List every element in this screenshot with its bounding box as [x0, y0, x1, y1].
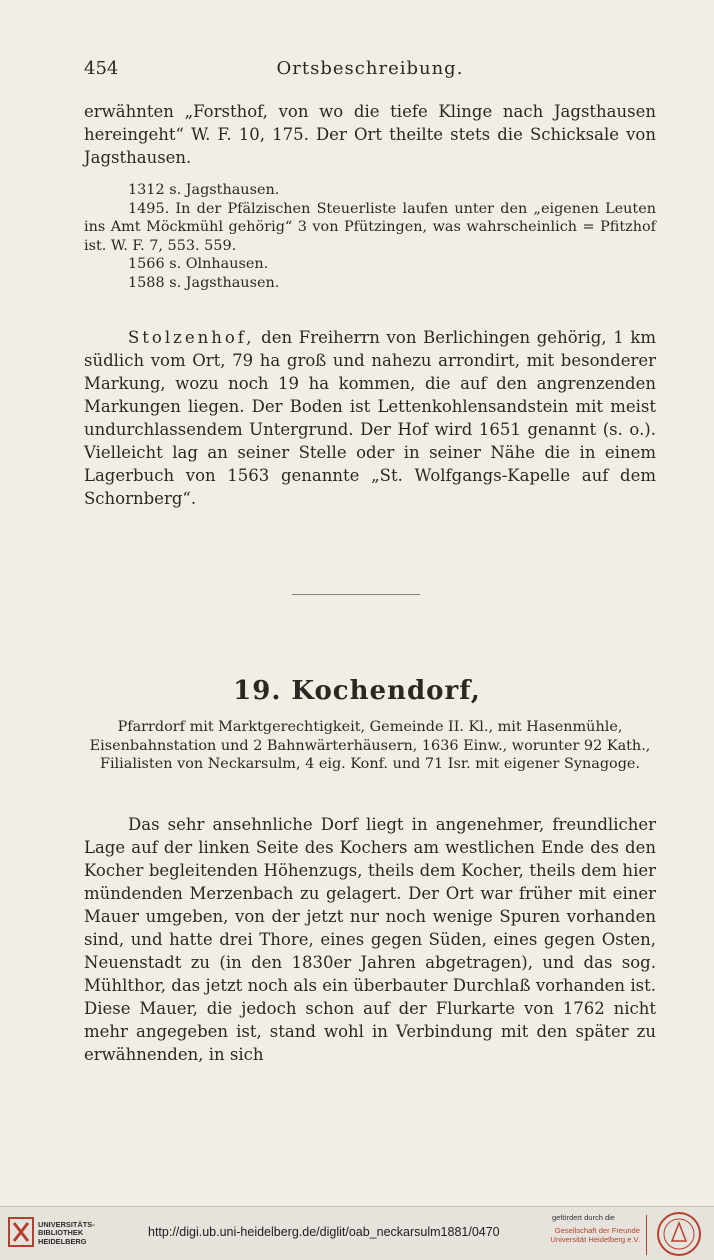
page-number: 454 — [84, 58, 119, 79]
footer-divider — [646, 1215, 647, 1255]
stolzenhof-name: Stolzenhof, — [128, 328, 255, 347]
chapter-summary: Pfarrdorf mit Marktgerechtigkeit, Gemeinde II. Kl., mit Hasenmühle, Eisenbahnstation und 2 Bahnwärterhäusern, 1636 Einw., worunter 92 Kath., Filialisten von Neckarsulm, 4 eig. Konf. und 71 Isr. mit eigener Synagoge. — [89, 719, 651, 773]
stolzenhof-paragraph — [84, 326, 656, 510]
chapter-description-block — [84, 813, 656, 1066]
university-seal-icon — [656, 1211, 702, 1257]
university-library-logo-icon — [8, 1217, 34, 1247]
sponsor-name: Gesellschaft der Freunde Universität Heidelberg e.V. — [550, 1226, 640, 1244]
history-item: 1495. In der Pfälzischen Steuerliste laufen unter den „eigenen Leuten ins Amt Möckmühl gehörig“ 3 von Pfützingen, was wahrscheinlich = Pfitzhof ist. W. F. 7, 553. 559. — [84, 200, 656, 254]
running-title: Ortsbeschreibung. — [276, 58, 464, 79]
history-list — [84, 181, 656, 293]
intro-paragraph-block — [84, 100, 656, 169]
stolzenhof-text: den Freiherrn von Berlichingen gehörig, 1 km südlich vom Ort, 79 ha groß und nahezu arrondirt, mit besonderer Markung, wozu noch 19 ha kommen, die auf den angrenzenden Markungen liegen. Der Boden ist Lettenkohlensandstein mit meist undurchlassendem Untergrund. Der Hof wird 1651 genannt (s. o.). Vielleicht lag an seiner Stelle oder in seiner Nähe die in einem Lagerbuch von 1563 genannte „St. Wolfgangs-Kapelle auf dem Schornberg“. — [84, 328, 656, 508]
section-divider — [292, 594, 420, 595]
history-item: 1566 s. Olnhausen. — [128, 256, 269, 273]
history-item: 1312 s. Jagsthausen. — [128, 182, 280, 198]
chapter-title: 19. Kochendorf, — [233, 676, 481, 706]
running-header — [84, 58, 656, 84]
intro-paragraph: erwähnten „Forsthof, von wo die tiefe Klinge nach Jagsthausen hereingeht“ W. F. 10, 175. Der Ort theilte stets die Schicksale von Jagsthausen. — [84, 102, 656, 167]
footer-bar — [0, 1206, 714, 1260]
permalink-url[interactable]: http://digi.ub.uni-heidelberg.de/diglit/oab_neckarsulm1881/0470 — [148, 1225, 500, 1239]
sponsor-label: gefördert durch die — [552, 1213, 615, 1222]
chapter-description: Das sehr ansehnliche Dorf liegt in angenehmer, freundlicher Lage auf der linken Seite des Kochers am westlichen Ende des den Kocher begleitenden Höhenzugs, theils dem Kocher, theils dem hier mündenden Merzenbach zu gelagert. Der Ort war früher mit einer Mauer umgeben, von der jetzt nur noch wenige Spuren vorhanden sind, und hatte drei Thore, eines gegen Süden, eines gegen Osten, Neuenstadt zu (in den 1830er Jahren abgetragen), und das sog. Mühlthor, das jetzt noch als ein überbauter Durchlaß vorhanden ist. Diese Mauer, die jedoch schon auf der Flurkarte von 1762 nicht mehr angegeben ist, stand wohl in Verbindung mit den später zu erwähnenden, in sich — [84, 815, 656, 1064]
library-name: UNIVERSITÄTS- BIBLIOTHEK HEIDELBERG — [38, 1220, 95, 1246]
history-item: 1588 s. Jagsthausen. — [128, 274, 280, 291]
